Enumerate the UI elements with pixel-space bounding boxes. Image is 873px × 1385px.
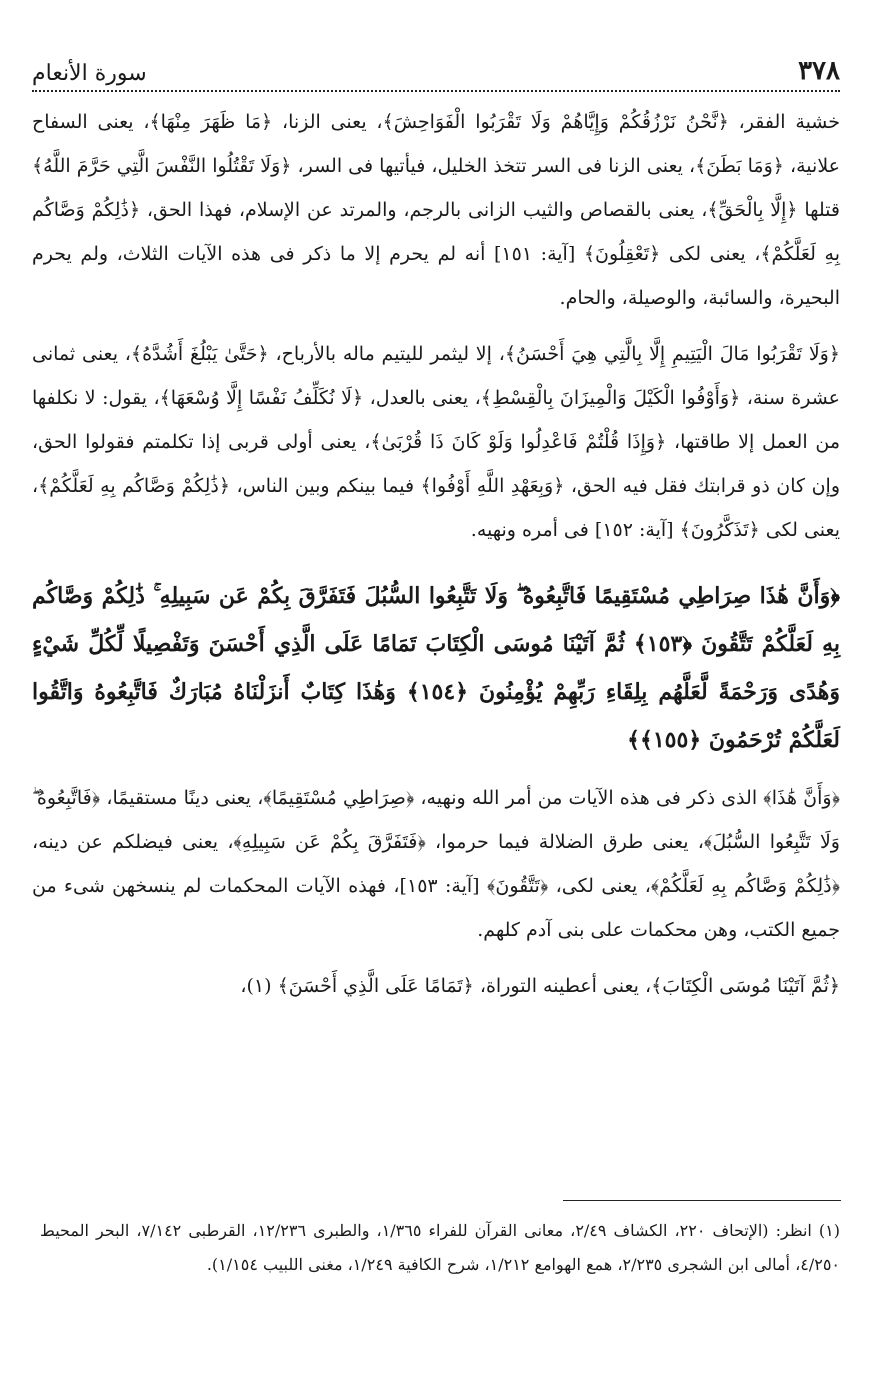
footnote: (١) انظر: (الإتحاف ٢٢٠، الكشاف ٢/٤٩، معانى القرآن للفراء ١/٣٦٥، والطبرى ١٢/٢٣٦، القرطبى ٧/١٤٢، البحر المحيط ٤/٢٥٠، أمالى ابن الشجرى ٢/٢٣٥، همع الهوامع ١/٢١٢، شرح الكافية ١/٢٤٩، مغنى اللبيب ١/١٥٤). (40, 1221, 840, 1274)
surah-title: سورة الأنعام (32, 61, 147, 86)
book-page (32, 48, 840, 1008)
commentary-paragraph: خشية الفقر، ﴿نَّحْنُ نَرْزُقُكُمْ وَإِيَّاهُمْ وَلَا تَقْرَبُوا الْفَوَاحِشَ﴾، يعنى الزنا، ﴿مَا ظَهَرَ مِنْهَا﴾، يعنى السفاح علانية، ﴿وَمَا بَطَنَ﴾، يعنى الزنا فى السر تتخذ الخليل، فيأتيها فى السر، ﴿وَلَا تَقْتُلُوا النَّفْسَ الَّتِي حَرَّمَ اللَّهُ﴾ قتلها ﴿إِلَّا بِالْحَقِّ﴾، يعنى بالقصاص والثيب الزانى بالرجم، والمرتد عن الإسلام، فهذا الحق، ﴿ذَٰلِكُمْ وَصَّاكُم بِهِ لَعَلَّكُمْ﴾، يعنى لكى ﴿تَعْقِلُونَ﴾ [آية: ١٥١] أنه لم يحرم إلا ما ذكر فى هذه الآيات الثلاث، ولم يحرم البحيرة، والسائبة، والوصيلة، والحام. (32, 111, 840, 309)
page-number: ٣٧٨ (798, 56, 840, 86)
quran-verses-block: ﴿وَأَنَّ هَٰذَا صِرَاطِي مُسْتَقِيمًا فَاتَّبِعُوهُ ۖ وَلَا تَتَّبِعُوا السُّبُلَ فَتَفَرَّقَ بِكُمْ عَن سَبِيلِهِ ۚ ذَٰلِكُمْ وَصَّاكُم بِهِ لَعَلَّكُمْ تَتَّقُونَ ﴿١٥٣﴾ ثُمَّ آتَيْنَا مُوسَى الْكِتَابَ تَمَامًا عَلَى الَّذِي أَحْسَنَ وَتَفْصِيلًا لِّكُلِّ شَيْءٍ وَهُدًى وَرَحْمَةً لَّعَلَّهُم بِلِقَاءِ رَبِّهِمْ يُؤْمِنُونَ ﴿١٥٤﴾ وَهَٰذَا كِتَابٌ أَنزَلْنَاهُ مُبَارَكٌ فَاتَّبِعُوهُ وَاتَّقُوا لَعَلَّكُمْ تُرْحَمُونَ ﴿١٥٥﴾﴾ (32, 583, 841, 753)
page-header (32, 48, 840, 92)
commentary-paragraph: ﴿وَأَنَّ هَٰذَا﴾ الذى ذكر فى هذه الآيات من أمر الله ونهيه، ﴿صِرَاطِي مُسْتَقِيمًا﴾، يعنى دينًا مستقيمًا، ﴿فَاتَّبِعُوهُ ۖ وَلَا تَتَّبِعُوا السُّبُلَ﴾، يعنى طرق الضلالة فيما حرموا، ﴿فَتَفَرَّقَ بِكُمْ عَن سَبِيلِهِ﴾، يعنى فيضلكم عن دينه، ﴿ذَٰلِكُمْ وَصَّاكُم بِهِ لَعَلَّكُمْ﴾، يعنى لكى، ﴿تَتَّقُونَ﴾ [آية: ١٥٣]، فهذه الآيات المحكمات لم ينسخهن شىء من جميع الكتب، وهن محكمات على بنى آدم كلهم. (32, 787, 840, 941)
commentary-paragraph: ﴿وَلَا تَقْرَبُوا مَالَ الْيَتِيمِ إِلَّا بِالَّتِي هِيَ أَحْسَنُ﴾، إلا ليثمر لليتيم ماله بالأرباح، ﴿حَتَّىٰ يَبْلُغَ أَشُدَّهُ﴾، يعنى ثمانى عشرة سنة، ﴿وَأَوْفُوا الْكَيْلَ وَالْمِيزَانَ بِالْقِسْطِ﴾، يعنى بالعدل، ﴿لَا نُكَلِّفُ نَفْسًا إِلَّا وُسْعَهَا﴾، يقول: لا نكلفها من العمل إلا طاقتها، ﴿وَإِذَا قُلْتُمْ فَاعْدِلُوا وَلَوْ كَانَ ذَا قُرْبَىٰ﴾، يعنى أولى قربى إذا تكلمتم فقولوا الحق، وإن كان ذو قرابتك فقل فيه الحق، ﴿وَبِعَهْدِ اللَّهِ أَوْفُوا﴾ فيما بينكم وبين الناس، ﴿ذَٰلِكُمْ وَصَّاكُم بِهِ لَعَلَّكُمْ﴾، يعنى لكى ﴿تَذَكَّرُونَ﴾ [آية: ١٥٢] فى أمره ونهيه. (32, 343, 840, 541)
footnote-divider (563, 1200, 841, 1201)
commentary-paragraph: ﴿ثُمَّ آتَيْنَا مُوسَى الْكِتَابَ﴾، يعنى أعطينه التوراة، ﴿تَمَامًا عَلَى الَّذِي أَحْسَنَ﴾ (١)، (240, 975, 840, 997)
